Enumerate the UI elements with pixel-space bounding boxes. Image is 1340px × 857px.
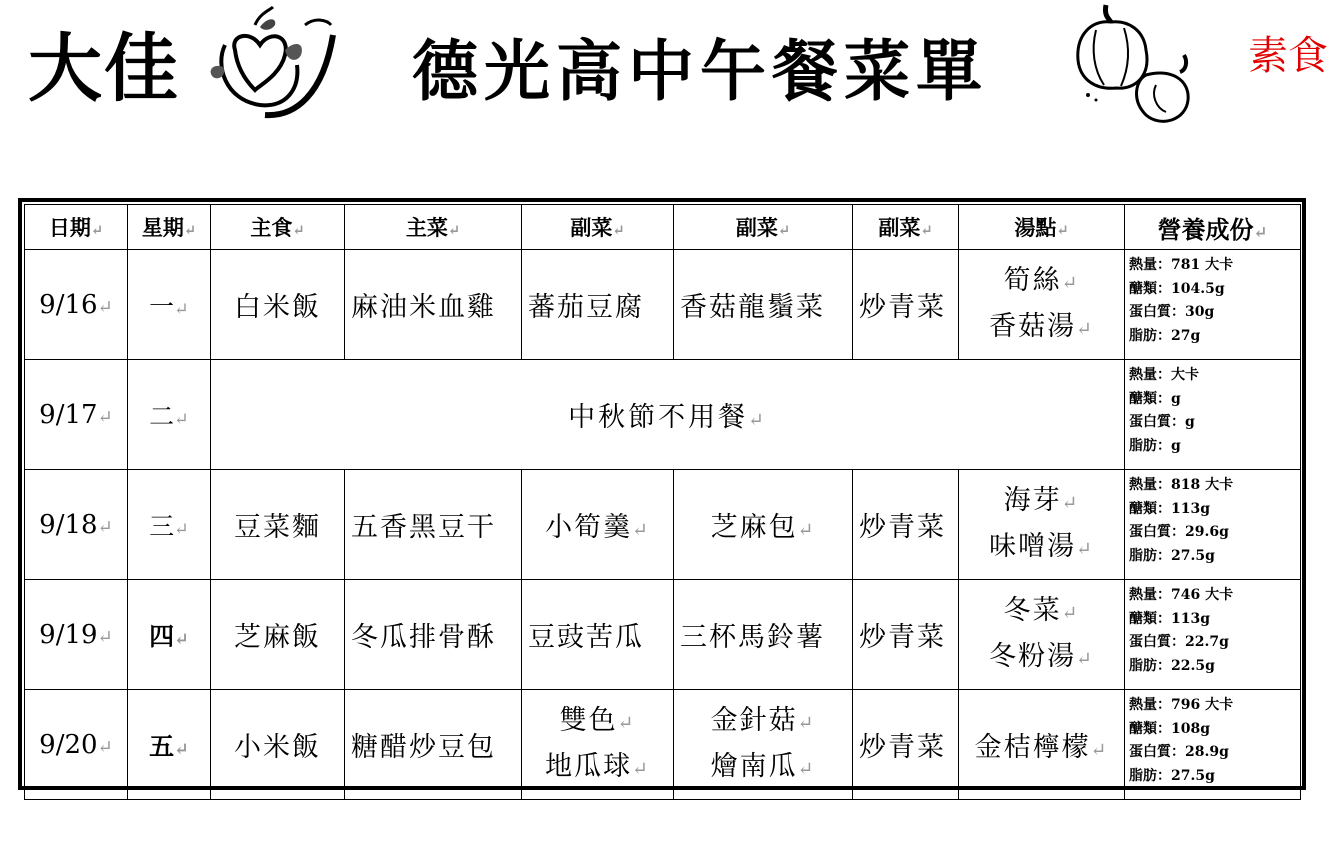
staple-cell: 小米飯 <box>211 690 345 800</box>
col-day: 星期↵ <box>128 205 211 250</box>
nutrition-cell: 熱量：大卡 醣類：g 蛋白質：g 脂肪：g <box>1125 360 1301 470</box>
staple-cell: 豆菜麵 <box>211 470 345 580</box>
side-dish-cell: 金針菇↵ 燴南瓜↵ <box>674 690 853 800</box>
col-date: 日期↵ <box>25 205 128 250</box>
menu-table <box>24 204 1301 800</box>
side-dish-cell: 炒青菜 <box>853 580 959 690</box>
side-dish-cell: 炒青菜 <box>853 690 959 800</box>
side-dish-cell: 炒青菜 <box>853 250 959 360</box>
side-dish-cell: 香菇龍鬚菜 <box>674 250 853 360</box>
nutrition-cell: 熱量：781 大卡 醣類：104.5g 蛋白質：30g 脂肪：27g <box>1125 250 1301 360</box>
col-side2: 副菜↵ <box>674 205 853 250</box>
bell-pepper-icon <box>1066 0 1196 130</box>
date-cell: 9/20↵ <box>25 690 128 800</box>
holiday-cell: 中秋節不用餐↵ <box>211 360 1125 470</box>
table-row <box>25 580 1301 690</box>
nutrition-cell: 熱量：818 大卡 醣類：113g 蛋白質：29.6g 脂肪：27.5g <box>1125 470 1301 580</box>
side-dish-cell: 小筍羹↵ <box>522 470 674 580</box>
staple-cell: 芝麻飯 <box>211 580 345 690</box>
header-row <box>25 205 1301 250</box>
staple-cell: 白米飯 <box>211 250 345 360</box>
date-cell: 9/18↵ <box>25 470 128 580</box>
soup-cell: 筍絲↵ 香菇湯↵ <box>959 250 1125 360</box>
col-nutrition: 營養成份↵ <box>1125 205 1301 250</box>
main-dish-cell: 麻油米血雞 <box>345 250 522 360</box>
table-row <box>25 470 1301 580</box>
side-dish-cell: 芝麻包↵ <box>674 470 853 580</box>
nutrition-cell: 熱量：746 大卡 醣類：113g 蛋白質：22.7g 脂肪：22.5g <box>1125 580 1301 690</box>
day-cell: 三↵ <box>128 470 211 580</box>
main-dish-cell: 糖醋炒豆包 <box>345 690 522 800</box>
day-cell: 四↵ <box>128 580 211 690</box>
main-dish-cell: 冬瓜排骨酥 <box>345 580 522 690</box>
date-cell: 9/17↵ <box>25 360 128 470</box>
table-row <box>25 250 1301 360</box>
date-cell: 9/16↵ <box>25 250 128 360</box>
day-cell: 二↵ <box>128 360 211 470</box>
apple-leaf-icon <box>205 5 340 125</box>
soup-cell: 海芽↵ 味噌湯↵ <box>959 470 1125 580</box>
side-dish-cell: 蕃茄豆腐 <box>522 250 674 360</box>
side-dish-cell: 三杯馬鈴薯 <box>674 580 853 690</box>
soup-cell: 金桔檸檬↵ <box>959 690 1125 800</box>
vegetarian-badge: 素食 <box>1248 33 1328 79</box>
side-dish-cell: 炒青菜 <box>853 470 959 580</box>
table-row <box>25 360 1301 470</box>
table-row <box>25 690 1301 800</box>
day-cell: 一↵ <box>128 250 211 360</box>
soup-cell: 冬菜↵ 冬粉湯↵ <box>959 580 1125 690</box>
main-dish-cell: 五香黑豆干 <box>345 470 522 580</box>
col-main: 主菜↵ <box>345 205 522 250</box>
brand-name: 大佳 <box>28 26 180 112</box>
day-cell: 五↵ <box>128 690 211 800</box>
col-side3: 副菜↵ <box>853 205 959 250</box>
side-dish-cell: 豆豉苦瓜 <box>522 580 674 690</box>
col-staple: 主食↵ <box>211 205 345 250</box>
nutrition-cell: 熱量：796 大卡 醣類：108g 蛋白質：28.9g 脂肪：27.5g <box>1125 690 1301 800</box>
col-side1: 副菜↵ <box>522 205 674 250</box>
page-title: 德光高中午餐菜單 <box>412 33 988 110</box>
side-dish-cell: 雙色↵ 地瓜球↵ <box>522 690 674 800</box>
date-cell: 9/19↵ <box>25 580 128 690</box>
col-soup: 湯點↵ <box>959 205 1125 250</box>
